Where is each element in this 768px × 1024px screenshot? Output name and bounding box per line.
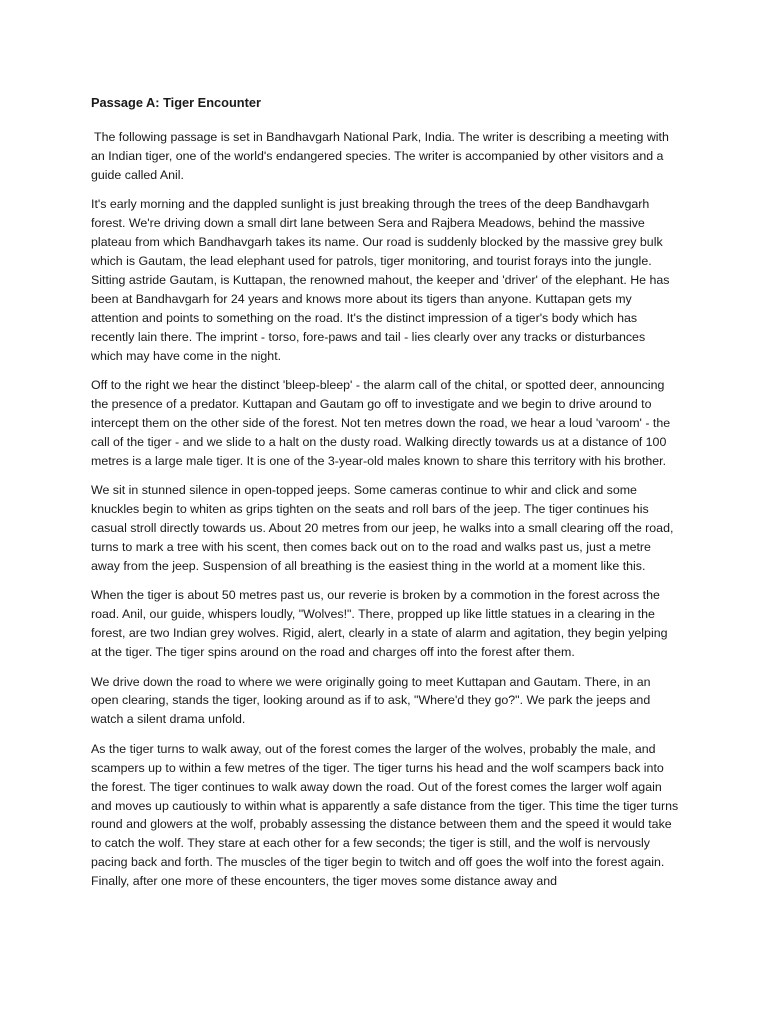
paragraph-4: We sit in stunned silence in open-topped jeeps. Some cameras continue to whir and click and some knuckles begin to whiten as grips tighten on the seats and roll bars of the jeep. The tiger continues his casual stroll directly towards us. About 20 metres from our jeep, he walks into a small clearing off the road, turns to mark a tree with his scent, then comes back out on to the road and walks past us, just a metre away from the jeep. Suspension of all breathing is the easiest thing in the world at a moment like this. (91, 483, 674, 573)
passage-title: Passage A: Tiger Encounter (91, 95, 261, 110)
paragraph-6: We drive down the road to where we were originally going to meet Kuttapan and Gautam. There, in an open clearing, stands the tiger, looking around as if to ask, "Where'd they go?". We park the jeeps and watch a silent drama unfold. (91, 674, 651, 727)
paragraph-intro: The following passage is set in Bandhavgarh National Park, India. The writer is describing a meeting with an Indian tiger, one of the world's endangered species. The writer is accompanied by other visitors and a guide called Anil. (91, 130, 669, 182)
paragraph-2: It's early morning and the dappled sunlight is just breaking through the trees of the deep Bandhavgarh forest. We're driving down a small dirt lane between Sera and Rajbera Meadows, behind the massive plateau from which Bandhavgarh takes its name. Our road is suddenly blocked by the massive grey bulk which is Gautam, the lead elephant used for patrols, tiger monitoring, and tourist forays into the jungle. Sitting astride Gautam, is Kuttapan, the renowned mahout, the keeper and 'driver' of the elephant. He has been at Bandhavgarh for 24 years and knows more about its tigers than anyone. Kuttapan gets my attention and points to something on the road. It's the distinct impression of a tiger's body which has recently lain there. The imprint - torso, fore-paws and tail - lies clearly over any tracks or disturbances which may have come in the night. (91, 197, 670, 363)
paragraph-5: When the tiger is about 50 metres past us, our reverie is broken by a commotion in the forest across the road. Anil, our guide, whispers loudly, "Wolves!". There, propped up like little statues in a clearing in the forest, are two Indian grey wolves. Rigid, alert, clearly in a state of alarm and agitation, they begin yelping at the tiger. The tiger spins around on the road and charges off into the forest after them. (91, 588, 668, 660)
paragraph-7: As the tiger turns to walk away, out of the forest comes the larger of the wolves, probably the male, and scampers up to within a few metres of the tiger. The tiger turns his head and the wolf scampers back into the forest. The tiger continues to walk away down the road. Out of the forest comes the larger wolf again and moves up cautiously to within what is apparently a safe distance from the tiger. This time the tiger turns round and glowers at the wolf, probably assessing the distance between them and the speed it would take to catch the wolf. They stare at each other for a few seconds; the tiger is still, and the wolf is nervously pacing back and forth. The muscles of the tiger begin to twitch and off goes the wolf into the forest again. Finally, after one more of these encounters, the tiger moves some distance away and (91, 741, 679, 889)
document-body (91, 94, 679, 902)
paragraph-3: Off to the right we hear the distinct 'bleep-bleep' - the alarm call of the chital, or spotted deer, announcing the presence of a predator. Kuttapan and Gautam go off to investigate and we begin to drive around to intercept them on the other side of the forest. Not ten metres down the road, we hear a loud 'varoom' - the call of the tiger - and we slide to a halt on the dusty road. Walking directly towards us at a distance of 100 metres is a large male tiger. It is one of the 3-year-old males known to share this territory with his brother. (91, 378, 671, 468)
